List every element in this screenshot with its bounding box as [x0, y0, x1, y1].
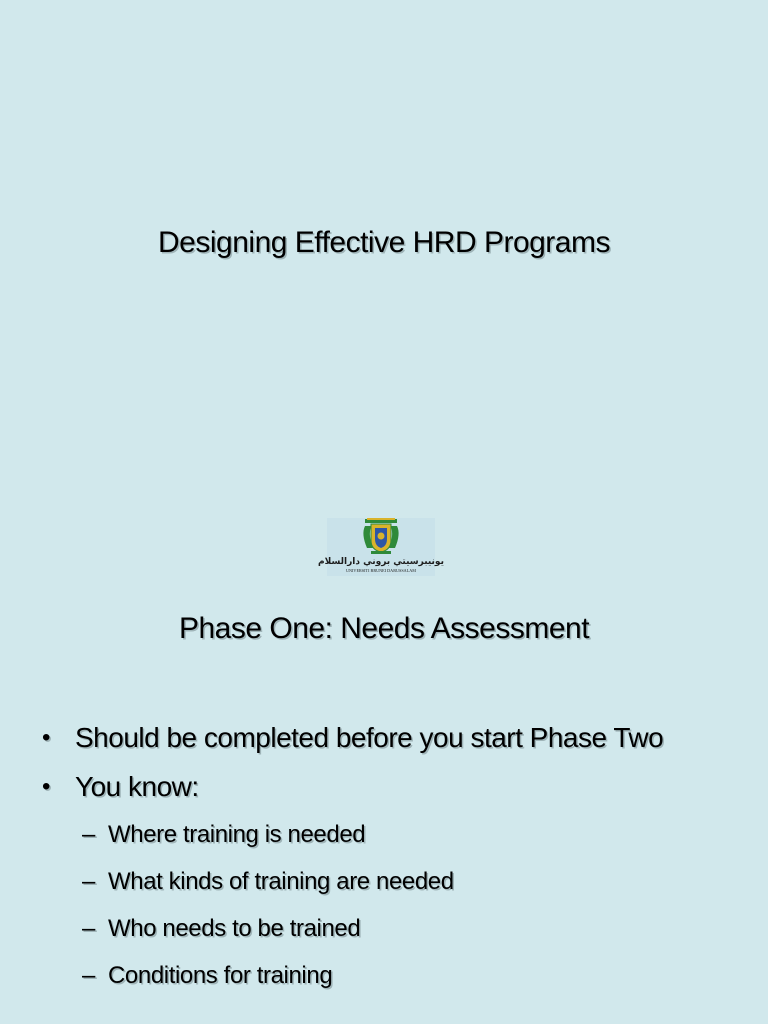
section-title: Phase One: Needs Assessment — [178, 612, 590, 645]
svg-text:يونيبرسيتي بروني دارالسلام: يونيبرسيتي بروني دارالسلام — [318, 557, 444, 567]
sub-bullet-marker: – — [82, 962, 95, 989]
sub-bullet-item — [0, 957, 768, 1004]
sub-bullet-text: What kinds of training are needed — [108, 868, 454, 895]
slide-title: Designing Effective HRD Programs — [158, 226, 610, 259]
university-logo — [318, 518, 444, 576]
sub-bullet-item — [0, 816, 768, 863]
bullet-marker: • — [42, 724, 50, 751]
sub-bullet-item — [0, 863, 768, 910]
sub-bullet-marker: – — [82, 868, 95, 895]
bullet-list — [0, 718, 768, 1004]
bullet-item — [0, 767, 768, 816]
bullet-marker: • — [42, 773, 50, 800]
sub-bullet-text: Who needs to be trained — [108, 915, 361, 942]
sub-bullet-text: Where training is needed — [108, 821, 366, 848]
sub-bullet-item — [0, 910, 768, 957]
bullet-text: You know: — [75, 771, 199, 802]
bullet-text: Should be completed before you start Phase Two — [75, 722, 664, 753]
sub-bullet-marker: – — [82, 821, 95, 848]
bullet-item — [0, 718, 768, 767]
sub-bullet-text: Conditions for training — [108, 962, 333, 989]
svg-text:UNIVERSITI BRUNEI DARUSSALAM: UNIVERSITI BRUNEI DARUSSALAM — [345, 568, 417, 573]
sub-bullet-marker: – — [82, 915, 95, 942]
university-crest-icon — [318, 518, 444, 576]
